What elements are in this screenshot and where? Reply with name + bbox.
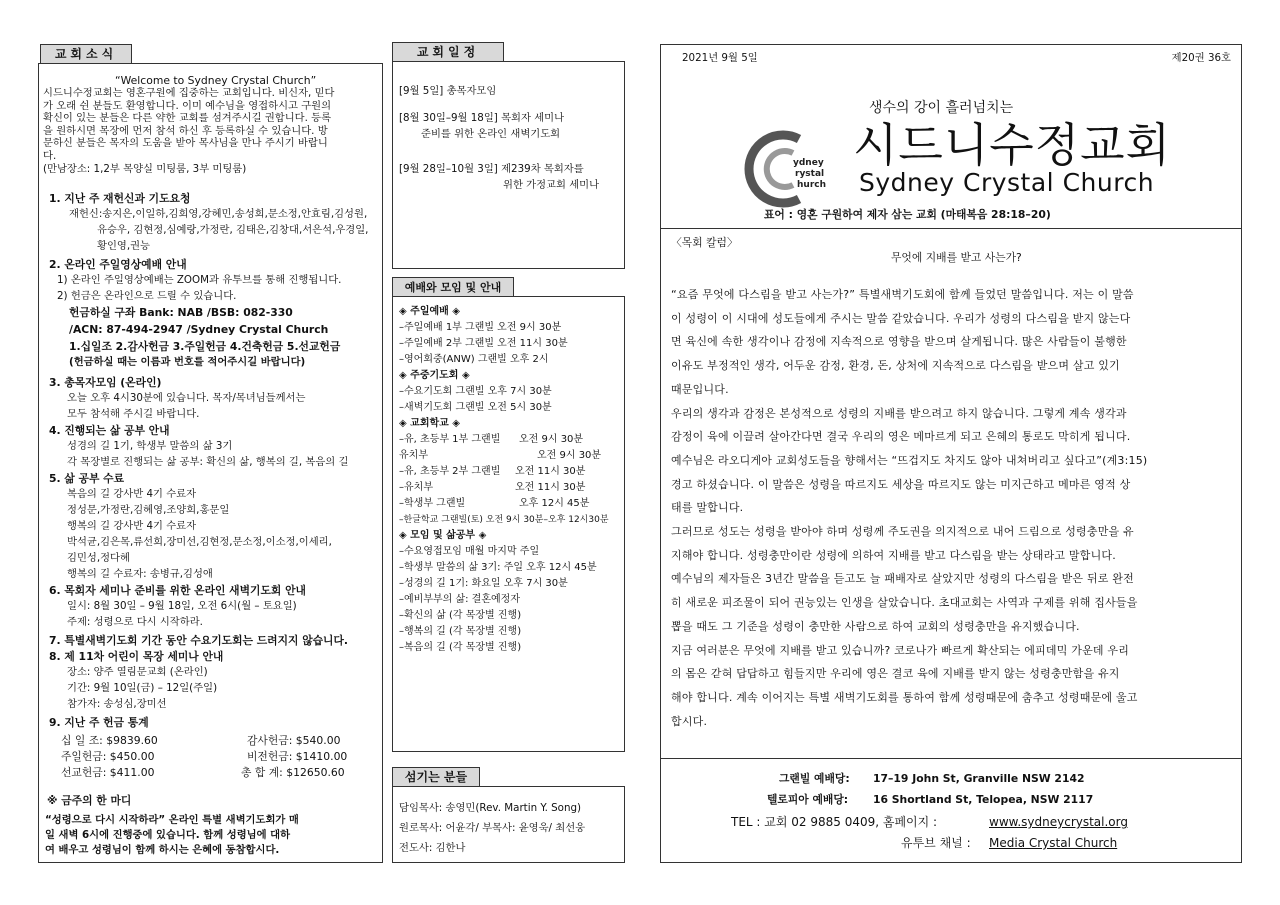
worship-row: –새벽기도회 그랜빌 오전 5시 30분 xyxy=(399,402,552,413)
schedule-item: 준비를 위한 온라인 새벽기도회 xyxy=(421,128,561,140)
column-line: 태를 말합니다. xyxy=(671,501,744,515)
column-line: 의 몸은 갇혀 답답하고 힘들지만 우리에 영은 결코 육에 지배를 받지 않는 성령충만함을 유지 xyxy=(671,667,1120,681)
worship-row: –예비부부의 삶: 결혼예정자 xyxy=(399,594,520,605)
column-label: 〈목회 칼럼〉 xyxy=(671,236,738,249)
worship-row: –학생부 말씀의 삶 3기: 주일 오후 12시 45분 xyxy=(399,562,597,573)
worship-row-time: 오전 11시 30분 xyxy=(515,466,586,477)
graduates-line: 행복의 길 수료자: 송병규,김성애 xyxy=(67,568,213,580)
worship-row: –유, 초등부 1부 그랜빌 xyxy=(399,434,501,445)
granville-address: 17–19 John St, Granville NSW 2142 xyxy=(873,772,1085,785)
section-2-heading: 2. 온라인 주일영상예배 안내 xyxy=(49,258,187,271)
church-news-panel: “Welcome to Sydney Crystal Church” 시드니수정교회는 영혼구원에 집중하는 교회입니다. 비신자, 믿다 가 오래 쉰 분들도 환영합니다. 이미 예수님을 영접하시고 구원의 확신이 있는 분들은 다른 약한 교회를 섬겨주시길 권합니다. 등록 을 원하시면 목장에 먼저 참석 하신 후 등록하실 수 있습니다. 방 문하신 분들은 목자의 도움을 받아 목사님을 만나 주시기 바랍니 다. (만남장소: 1,2부 목양실 미팅룸, 3부 미팅룸) 1. 지난 주 재헌신과 기도요청 재헌신:송지은,이일하,김희영,강혜민,송성희,문소정,안효림,김성원, 유승우, 김현정,심예랑,가정란, 김태은,김창대,서은석,우경일, 황인영,권능 2. 온라인 주일영상예배 안내 1) 온라인 주일영상예배는 ZOOM과 유투브를 통해 진행됩니다. 2) 헌금은 온라인으로 드릴 수 있습니다. 헌금하실 구좌 Bank: NAB /BSB: 082-330 /ACN: 87-494-2947 /Sydney Crystal Church 1.십일조 2.감사헌금 3.주일헌금 4.건축헌금 5.선교헌금 (헌금하실 때는 이름과 번호를 적어주시길 바랍니다) 3. 총목자모임 (온라인) 오늘 오후 4시30분에 있습니다. 목자/목녀님들께서는 모두 참석해 주시길 바랍니다. 4. 진행되는 삶 공부 안내 성경의 길 1기, 학생부 말씀의 삶 3기 각 목장별로 진행되는 삶 공부: 확신의 삶, 행복의 길, 복음의 길 5. 삶 공부 수료 복음의 길 강사반 4기 수료자 정성문,가정란,김혜영,조양희,홍문일 행복의 길 강사반 4기 수료자 박석균,김은목,류선희,장미선,김현정,문소정,이소정,이세리, 김민성,정다혜 행복의 길 수료자: 송병규,김성애 6. 목회자 세미나 준비를 위한 온라인 새벽기도회 안내 일시: 8월 30일 – 9월 18일, 오전 6시(월 – 토요일) 주제: 성령으로 다시 시작하라. 7. 특별새벽기도회 기간 동안 수요기도회는 드려지지 않습니다. 8. 제 11차 어린이 목장 세미나 안내 장소: 양주 열림문교회 (온라인) 기간: 9월 10일(금) – 12일(주일) 참가자: 송성심,장미선 9. 지난 주 헌금 통계 십 일 조: $9839.60 감사헌금: $540.00 주일헌금: $450.00 비전헌금: $1410.00 선교헌금: $411.00 총 합 계: $12650.60 ※ 금주의 한 마디 “성령으로 다시 시작하라” 온라인 특별 새벽기도회가 매 일 새벽 6시에 진행중에 있습니다. 함께 성령님에 대하 여 배우고 성령님이 함께 하시는 은혜에 동참합시다. xyxy=(38,63,383,863)
worship-row-time: 오전 9시 30분 xyxy=(537,450,602,461)
column-line: 합시다. xyxy=(671,714,708,728)
meeting-line: 오늘 오후 4시30분에 있습니다. 목자/목녀님들께서는 xyxy=(67,392,306,404)
offering-types: 1.십일조 2.감사헌금 3.주일헌금 4.건축헌금 5.선교헌금 xyxy=(69,340,341,353)
rededication-line: 유승우, 김현정,심예랑,가정란, 김태은,김창대,서은석,우경일, xyxy=(97,224,369,236)
offering-stat: 선교헌금: $411.00 xyxy=(61,766,155,779)
column-title: 무엇에 지배를 받고 사는가? xyxy=(891,251,1022,264)
youtube-label: 유투브 채널 : xyxy=(901,836,971,850)
rededication-line: 황인영,권능 xyxy=(97,240,151,252)
column-line: “요즘 무엇에 다스림을 받고 사는가?” 특별새벽기도회에 함께 들었던 말씀입니다. 저는 이 말씀 xyxy=(671,288,1134,301)
worship-heading: ◈ 주일예배 ◈ xyxy=(399,306,460,317)
church-news-tab: 교회소식 xyxy=(40,44,132,64)
servant-line: 담임목사: 송영민(Rev. Martin Y. Song) xyxy=(399,802,582,814)
word-of-week-line: 여 배우고 성령님이 함께 하시는 은혜에 동참합시다. xyxy=(45,844,280,856)
column-line: 우리의 생각과 감정은 본성적으로 성령의 지배를 받으려고 하지 않습니다. 그렇게 계속 생각과 xyxy=(671,406,1127,420)
study-line: 성경의 길 1기, 학생부 말씀의 삶 3기 xyxy=(67,440,233,452)
column-line: 그러므로 성도는 성령을 받아야 하며 성령께 주도권을 의지적으로 내어 드림으로 성령충만을 유 xyxy=(671,525,1134,538)
schedule-tab: 교회일정 xyxy=(392,42,504,62)
servant-line: 전도사: 김한나 xyxy=(399,842,466,854)
bank-account: /ACN: 87-494-2947 /Sydney Crystal Church xyxy=(69,323,329,336)
worship-row: –유, 초등부 2부 그랜빌 xyxy=(399,466,501,477)
slogan: 생수의 강이 흘러넘치는 xyxy=(869,100,1014,116)
youtube-link[interactable]: Media Crystal Church xyxy=(989,836,1118,850)
schedule-item: [9월 28일–10월 3일] 제239차 목회자를 xyxy=(399,163,584,175)
kids-seminar-line: 참가자: 송성심,장미선 xyxy=(67,698,167,710)
church-name-english: Sydney Crystal Church xyxy=(859,168,1155,197)
church-logo xyxy=(741,127,841,211)
column-line: 해야 합니다. 계속 이어지는 특별 새벽기도회를 통하여 함께 성령때문에 춤추고 성령때문에 울고 xyxy=(671,690,1138,704)
worship-row: –영어회중(ANW) 그랜빌 오후 2시 xyxy=(399,354,549,365)
worship-row: –수요기도회 그랜빌 오후 7시 30분 xyxy=(399,386,552,397)
section-4-heading: 4. 진행되는 삶 공부 안내 xyxy=(49,424,170,437)
rededication-line: 재헌신:송지은,이일하,김희영,강혜민,송성희,문소정,안효림,김성원, xyxy=(69,208,368,220)
worship-row-time: 오전 11시 30분 xyxy=(515,482,586,493)
section-3-heading: 3. 총목자모임 (온라인) xyxy=(49,376,162,389)
word-of-week-line: 일 새벽 6시에 진행중에 있습니다. 함께 성령님에 대하 xyxy=(45,829,291,841)
section-7-heading: 7. 특별새벽기도회 기간 동안 수요기도회는 드려지지 않습니다. xyxy=(49,634,349,647)
offering-stat: 십 일 조: $9839.60 xyxy=(61,734,158,747)
column-line: 예수님의 제자들은 3년간 말씀을 듣고도 늘 패배자로 살았지만 성령의 다스림을 받은 뒤로 완전 xyxy=(671,572,1134,586)
column-line: 이유도 부정적인 생각, 어두운 감정, 환경, 돈, 상처에 지속적으로 다스림을 받으며 살고 있기 xyxy=(671,359,1120,373)
online-worship-line: 1) 온라인 주일영상예배는 ZOOM과 유투브를 통해 진행됩니다. xyxy=(57,274,342,286)
offering-stat: 비전헌금: $1410.00 xyxy=(247,750,348,763)
bulletin-issue: 제20권 36호 xyxy=(1171,52,1231,64)
bank-account: 헌금하실 구좌 Bank: NAB /BSB: 082-330 xyxy=(69,306,293,319)
schedule-item: 위한 가정교회 세미나 xyxy=(503,179,600,191)
worship-row: –학생부 그랜빌 xyxy=(399,498,466,509)
bulletin-date: 2021년 9월 5일 xyxy=(682,52,758,64)
study-line: 각 목장별로 진행되는 삶 공부: 확신의 삶, 행복의 길, 복음의 길 xyxy=(67,456,349,468)
column-line: 때문입니다. xyxy=(671,382,729,396)
section-8-heading: 8. 제 11차 어린이 목장 세미나 안내 xyxy=(49,650,224,663)
offering-stat: 총 합 계: $12650.60 xyxy=(241,766,345,779)
worship-row-time: 오전 9시 30분 xyxy=(519,434,584,445)
servant-line: 원로목사: 어윤각/ 부목사: 윤영욱/ 최선웅 xyxy=(399,822,586,834)
word-of-week-line: “성령으로 다시 시작하라” 온라인 특별 새벽기도회가 매 xyxy=(45,814,299,826)
worship-panel xyxy=(392,296,625,752)
bulletin-front xyxy=(660,44,1242,863)
kids-seminar-line: 기간: 9월 10일(금) – 12일(주일) xyxy=(67,682,218,694)
worship-row-time: 오후 12시 45분 xyxy=(519,498,590,509)
column-line: 경고 하셨습니다. 이 말씀은 성령을 따르지도 세상을 따르지도 않는 미지근하고 메마른 영적 상 xyxy=(671,477,1131,491)
worship-row: –확신의 삶 (각 목장별 진행) xyxy=(399,610,522,621)
logo-text: ydney xyxy=(793,158,824,168)
church-name-korean: 시드니수정교회 xyxy=(853,118,1172,172)
column-line: 예수님은 라오디게아 교회성도들을 향해서는 “뜨겁지도 차지도 않아 내쳐버리고 싶다고”(계3:15) xyxy=(671,453,1148,467)
section-5-heading: 5. 삶 공부 수료 xyxy=(49,472,125,485)
graduates-line: 행복의 길 강사반 4기 수료자 xyxy=(67,520,197,532)
dawn-prayer-line: 일시: 8월 30일 – 9월 18일, 오전 6시(월 – 토요일) xyxy=(67,600,297,612)
kids-seminar-line: 장소: 양주 열림문교회 (온라인) xyxy=(67,666,208,678)
phone-line: TEL : 교회 02 9885 0409, 홈페이지 : xyxy=(731,815,938,829)
column-line: 지금 여러분은 무엇에 지배를 받고 있습니까? 코로나가 빠르게 확산되는 에피데믹 가운데 우리 xyxy=(671,643,1130,657)
worship-row: –유치부 xyxy=(399,482,433,493)
worship-row: –한글학교 그랜빌(토) 오전 9시 30분–오후 12시30분 xyxy=(399,515,609,525)
word-of-week-title: ※ 금주의 한 마디 xyxy=(47,794,132,807)
logo-text: hurch xyxy=(797,180,826,190)
worship-row: –행복의 길 (각 목장별 진행) xyxy=(399,626,522,637)
graduates-line: 복음의 길 강사반 4기 수료자 xyxy=(67,488,197,500)
graduates-line: 김민성,정다혜 xyxy=(67,552,130,564)
online-worship-line: 2) 헌금은 온라인으로 드릴 수 있습니다. xyxy=(57,290,237,302)
worship-row: –복음의 길 (각 목장별 진행) xyxy=(399,642,522,653)
column-line: 이 성령이 이 시대에 성도들에게 주시는 말씀 같았습니다. 우리가 성령의 다스림을 받지 않는다 xyxy=(671,311,1131,325)
schedule-item: [8월 30일–9월 18일] 목회자 세미나 xyxy=(399,112,565,124)
worship-row: –주일예배 1부 그랜빌 오전 9시 30분 xyxy=(399,322,562,333)
worship-row: –수요영접모임 매월 마지막 주일 xyxy=(399,546,540,557)
granville-address-label: 그랜빌 예배당: xyxy=(779,772,850,785)
telopea-address-label: 텔로피아 예배당: xyxy=(767,793,849,806)
section-9-heading: 9. 지난 주 헌금 통계 xyxy=(49,716,149,729)
worship-heading: ◈ 모임 및 삶공부 ◈ xyxy=(399,530,487,541)
telopea-address: 16 Shortland St, Telopea, NSW 2117 xyxy=(873,793,1094,806)
graduates-line: 박석균,김은목,류선희,장미선,김현정,문소정,이소정,이세리, xyxy=(67,536,332,548)
servants-panel xyxy=(392,786,625,863)
offering-note: (헌금하실 때는 이름과 번호를 적어주시길 바랍니다) xyxy=(69,356,306,368)
servants-tab: 섬기는 분들 xyxy=(392,767,480,787)
column-line: 히 새로운 피조물이 되어 권능있는 인생을 살았습니다. 초대교회는 사역과 구제를 위해 집사들을 xyxy=(671,596,1138,610)
dawn-prayer-line: 주제: 성령으로 다시 시작하라. xyxy=(67,616,203,628)
worship-row: –주일예배 2부 그랜빌 오전 11시 30분 xyxy=(399,338,568,349)
column-line: 면 육신에 속한 생각이나 감정에 지속적으로 영향을 받으며 살게됩니다. 많은 사람들이 불행한 xyxy=(671,335,1127,349)
logo-text: rystal xyxy=(795,169,825,179)
worship-row: –성경의 길 1기: 화요일 오후 7시 30분 xyxy=(399,578,568,589)
worship-row: 유치부 xyxy=(399,450,428,461)
column-line: 감정이 육에 이끌려 살아간다면 결국 우리의 영은 메마르게 되고 은혜의 통로도 막히게 됩니다. xyxy=(671,430,1131,444)
schedule-panel xyxy=(392,61,625,269)
column-line: 뽑을 때도 그 기준을 성령이 충만한 사람으로 하여 교회의 성령충만을 유지했습니다. xyxy=(671,619,1080,633)
graduates-line: 정성문,가정란,김혜영,조양희,홍문일 xyxy=(67,504,230,516)
worship-heading: ◈ 교회학교 ◈ xyxy=(399,418,460,429)
contact-box xyxy=(661,758,1241,862)
meeting-line: 모두 참석해 주시길 바랍니다. xyxy=(67,408,200,420)
column-box xyxy=(661,228,1241,758)
motto: 표어 : 영혼 구원하여 제자 삼는 교회 (마태복음 28:18–20) xyxy=(764,208,1051,221)
worship-tab: 예배와 모임 및 안내 xyxy=(392,277,514,297)
schedule-item: [9월 5일] 총목자모임 xyxy=(399,85,497,97)
website-link[interactable]: www.sydneycrystal.org xyxy=(989,815,1128,829)
offering-stat: 주일헌금: $450.00 xyxy=(61,750,155,763)
welcome-heading: “Welcome to Sydney Crystal Church” xyxy=(115,74,317,87)
section-1-heading: 1. 지난 주 재헌신과 기도요청 xyxy=(49,192,191,205)
offering-stat: 감사헌금: $540.00 xyxy=(247,734,341,747)
section-6-heading: 6. 목회자 세미나 준비를 위한 온라인 새벽기도회 안내 xyxy=(49,584,306,597)
column-line: 지해야 합니다. 성령충만이란 성령에 의하여 지배를 받고 다스림을 받는 상태라고 말합니다. xyxy=(671,548,1116,562)
worship-heading: ◈ 주중기도회 ◈ xyxy=(399,370,470,381)
